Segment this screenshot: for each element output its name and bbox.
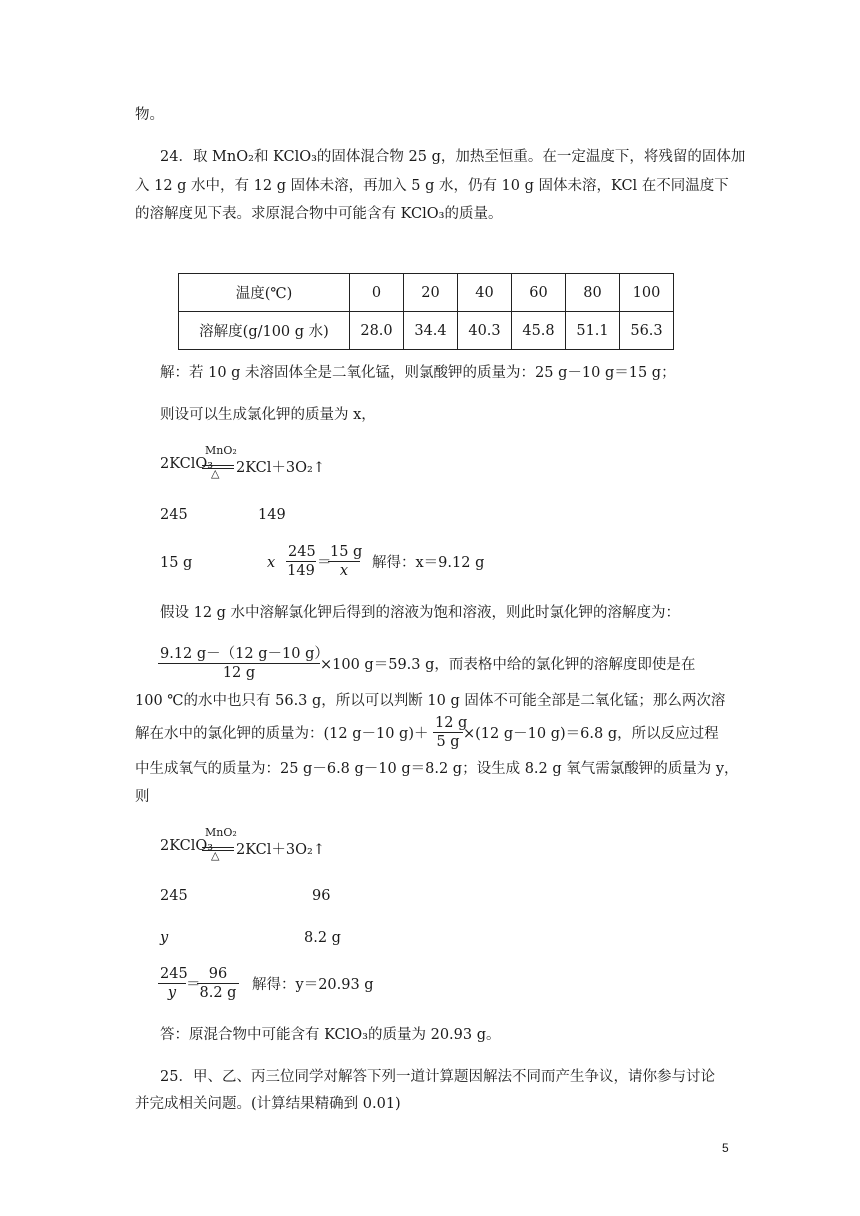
result-x: 解得：x＝9.12 g	[372, 555, 485, 571]
solution-line-2: 则设可以生成氯化钾的质量为 x，	[160, 407, 376, 423]
denominator: 8.2 g	[199, 985, 237, 1001]
solubility-cell: 51.1	[566, 312, 620, 350]
solution-line-6: 中生成氧气的质量为：25 g－6.8 g－10 g＝8.2 g；设生成 8.2 g 氧气需氯酸钾的质量为 y，	[135, 761, 739, 777]
solution-line-3b: ×100 g＝59.3 g，而表格中给的氯化钾的溶解度即使是在	[320, 657, 696, 673]
mass-kclo3: 15 g	[160, 555, 193, 571]
numerator: 96	[197, 965, 239, 984]
solubility-row	[179, 312, 674, 350]
prev-line: 物。	[135, 107, 164, 123]
solubility-cell: 40.3	[458, 312, 512, 350]
fraction-245-149	[286, 543, 316, 580]
unknown-x: x	[267, 555, 276, 571]
molar-mass-kclo3: 245	[160, 507, 188, 523]
equals-sign: ＝	[317, 555, 332, 571]
temp-cell: 40	[458, 274, 512, 312]
numerator: 12 g	[435, 715, 468, 731]
products: 2KCl＋3O₂↑	[236, 842, 325, 858]
products: 2KCl＋3O₂↑	[236, 460, 325, 476]
q24-line-2: 入 12 g 水中，有 12 g 固体未溶，再加入 5 g 水，仍有 10 g 固体未溶，KCl 在不同温度下	[135, 178, 729, 194]
numerator: 15 g	[330, 544, 363, 560]
page-number: 5	[722, 1141, 729, 1155]
answer-line: 答：原混合物中可能含有 KClO₃的质量为 20.93 g。	[160, 1027, 501, 1043]
q24-line-1: 24．取 MnO₂和 KClO₃的固体混合物 25 g，加热至恒重。在一定温度下，将残留的固体加	[160, 149, 746, 165]
heat-symbol: △	[211, 467, 220, 480]
denominator: x	[339, 563, 349, 579]
solution-line-7: 则	[135, 789, 150, 805]
catalyst-label: MnO₂	[205, 826, 237, 839]
temp-cell: 20	[404, 274, 458, 312]
numerator: 245	[160, 966, 188, 982]
reactant: 2KClO₃	[160, 838, 214, 854]
catalyst-label: MnO₂	[205, 444, 237, 457]
solution-line-1: 解：若 10 g 未溶固体全是二氧化锰，则氯酸钾的质量为：25 g－10 g＝15 g；	[160, 365, 676, 381]
solubility-cell: 34.4	[404, 312, 458, 350]
temp-cell: 80	[566, 274, 620, 312]
mass-o2: 8.2 g	[304, 930, 341, 946]
q24-line-3: 的溶解度见下表。求原混合物中可能含有 KClO₃的质量。	[135, 206, 503, 222]
temp-cell: 0	[350, 274, 404, 312]
fraction-96-8.2g	[197, 965, 239, 1002]
temperature-label: 温度(℃)	[179, 274, 350, 312]
solution-line-4: 100 ℃的水中也只有 56.3 g，所以可以判断 10 g 固体不可能全部是二氧化锰；那么两次溶	[135, 693, 726, 709]
denominator: 5 g	[436, 734, 460, 750]
equals-sign: ＝	[186, 977, 201, 993]
temp-cell: 60	[512, 274, 566, 312]
result-y: 解得：y＝20.93 g	[252, 977, 374, 993]
molar-mass-kcl: 149	[258, 507, 286, 523]
molar-mass-o2: 96	[312, 888, 331, 904]
q25-line-1: 25．甲、乙、丙三位同学对解答下列一道计算题因解法不同而产生争议，请你参与讨论	[160, 1069, 715, 1085]
solubility-cell: 45.8	[512, 312, 566, 350]
temp-cell: 100	[620, 274, 674, 312]
solubility-cell: 28.0	[350, 312, 404, 350]
solubility-label: 溶解度(g/100 g 水)	[179, 312, 350, 350]
denominator: 149	[287, 563, 315, 579]
reactant: 2KClO₃	[160, 456, 214, 472]
denominator: y	[167, 985, 177, 1001]
numerator: 245	[288, 544, 316, 560]
fraction-15g-x	[328, 543, 363, 580]
solubility-cell: 56.3	[620, 312, 674, 350]
temperature-row	[179, 274, 674, 312]
solution-line-3: 假设 12 g 水中溶解氯化钾后得到的溶液为饱和溶液，则此时氯化钾的溶解度为：	[160, 605, 681, 621]
molar-mass-kclo3: 245	[160, 888, 188, 904]
fraction-12g-5g	[433, 714, 468, 751]
fraction-solubility	[158, 645, 329, 682]
solution-line-5b: ×(12 g－10 g)＝6.8 g，所以反应过程	[463, 726, 719, 742]
heat-symbol: △	[211, 849, 220, 862]
numerator: 9.12 g－（12 g－10 g）	[160, 646, 329, 662]
solution-line-5a: 解在水中的氯化钾的质量为：(12 g－10 g)＋	[135, 726, 429, 742]
solubility-table	[178, 273, 674, 350]
fraction-245-y	[158, 965, 186, 1002]
unknown-y: y	[160, 930, 169, 946]
denominator: 12 g	[222, 665, 256, 681]
q25-line-2: 并完成相关问题。(计算结果精确到 0.01)	[135, 1096, 401, 1112]
